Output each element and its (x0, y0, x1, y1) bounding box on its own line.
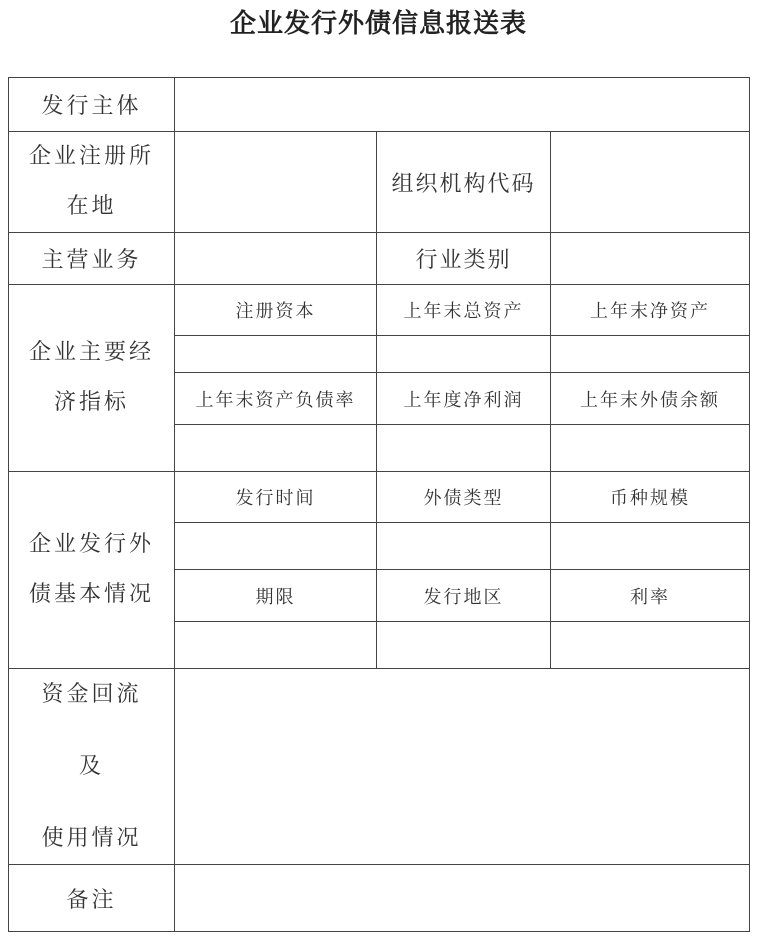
remarks-label: 备注 (9, 865, 175, 932)
fund-usage-label (9, 669, 175, 865)
fund-usage-label-line2: 及 (78, 754, 104, 779)
issuer-row (9, 78, 750, 132)
net-assets-field[interactable] (551, 336, 750, 373)
indicators-label-line1: 企业主要经 (28, 340, 154, 365)
form-title: 企业发行外债信息报送表 (229, 9, 527, 39)
term-header: 期限 (175, 570, 377, 622)
registered-capital-header: 注册资本 (175, 285, 377, 336)
issuance-header-row-1 (9, 472, 750, 523)
industry-field[interactable] (551, 233, 750, 285)
registration-label (9, 132, 175, 233)
business-label: 主营业务 (9, 233, 175, 285)
issue-time-header: 发行时间 (175, 472, 377, 523)
debt-type-field[interactable] (377, 523, 551, 570)
debt-ratio-field[interactable] (175, 425, 377, 472)
foreign-debt-balance-header: 上年末外债余额 (551, 373, 750, 425)
indicators-header-row-1 (9, 285, 750, 336)
issuer-label: 发行主体 (9, 78, 175, 132)
total-assets-header: 上年末总资产 (377, 285, 551, 336)
issuer-field[interactable] (175, 78, 750, 132)
fund-usage-field[interactable] (175, 669, 750, 865)
net-profit-header: 上年度净利润 (377, 373, 551, 425)
indicators-label-line2: 济指标 (53, 390, 129, 415)
net-assets-header: 上年末净资产 (551, 285, 750, 336)
issue-region-header: 发行地区 (377, 570, 551, 622)
debt-ratio-header: 上年末资产负债率 (175, 373, 377, 425)
foreign-debt-balance-field[interactable] (551, 425, 750, 472)
term-field[interactable] (175, 622, 377, 669)
remarks-row (9, 865, 750, 932)
registration-row (9, 132, 750, 233)
remarks-field[interactable] (175, 865, 750, 932)
org-code-label: 组织机构代码 (377, 132, 551, 233)
net-profit-field[interactable] (377, 425, 551, 472)
registration-label-line2: 在地 (66, 194, 117, 219)
issue-time-field[interactable] (175, 523, 377, 570)
issuance-label-line2: 债基本情况 (28, 582, 154, 607)
issue-region-field[interactable] (377, 622, 551, 669)
fund-usage-label-line1: 资金回流 (41, 682, 142, 707)
fund-usage-label-spacer-2 (9, 785, 174, 821)
currency-scale-field[interactable] (551, 523, 750, 570)
org-code-field[interactable] (551, 132, 750, 233)
fund-usage-label-line3: 使用情况 (41, 826, 142, 851)
registration-label-line1: 企业注册所 (28, 144, 154, 169)
interest-rate-header: 利率 (551, 570, 750, 622)
debt-type-header: 外债类型 (377, 472, 551, 523)
total-assets-field[interactable] (377, 336, 551, 373)
industry-label: 行业类别 (377, 233, 551, 285)
indicators-label (9, 285, 175, 472)
registered-capital-field[interactable] (175, 336, 377, 373)
fund-usage-label-spacer-1 (9, 713, 174, 749)
interest-rate-field[interactable] (551, 622, 750, 669)
business-row (9, 233, 750, 285)
fund-usage-row (9, 669, 750, 865)
issuance-label (9, 472, 175, 669)
registration-field[interactable] (175, 132, 377, 233)
business-field[interactable] (175, 233, 377, 285)
currency-scale-header: 币种规模 (551, 472, 750, 523)
info-form-table (8, 77, 750, 932)
issuance-label-line1: 企业发行外 (28, 532, 154, 557)
